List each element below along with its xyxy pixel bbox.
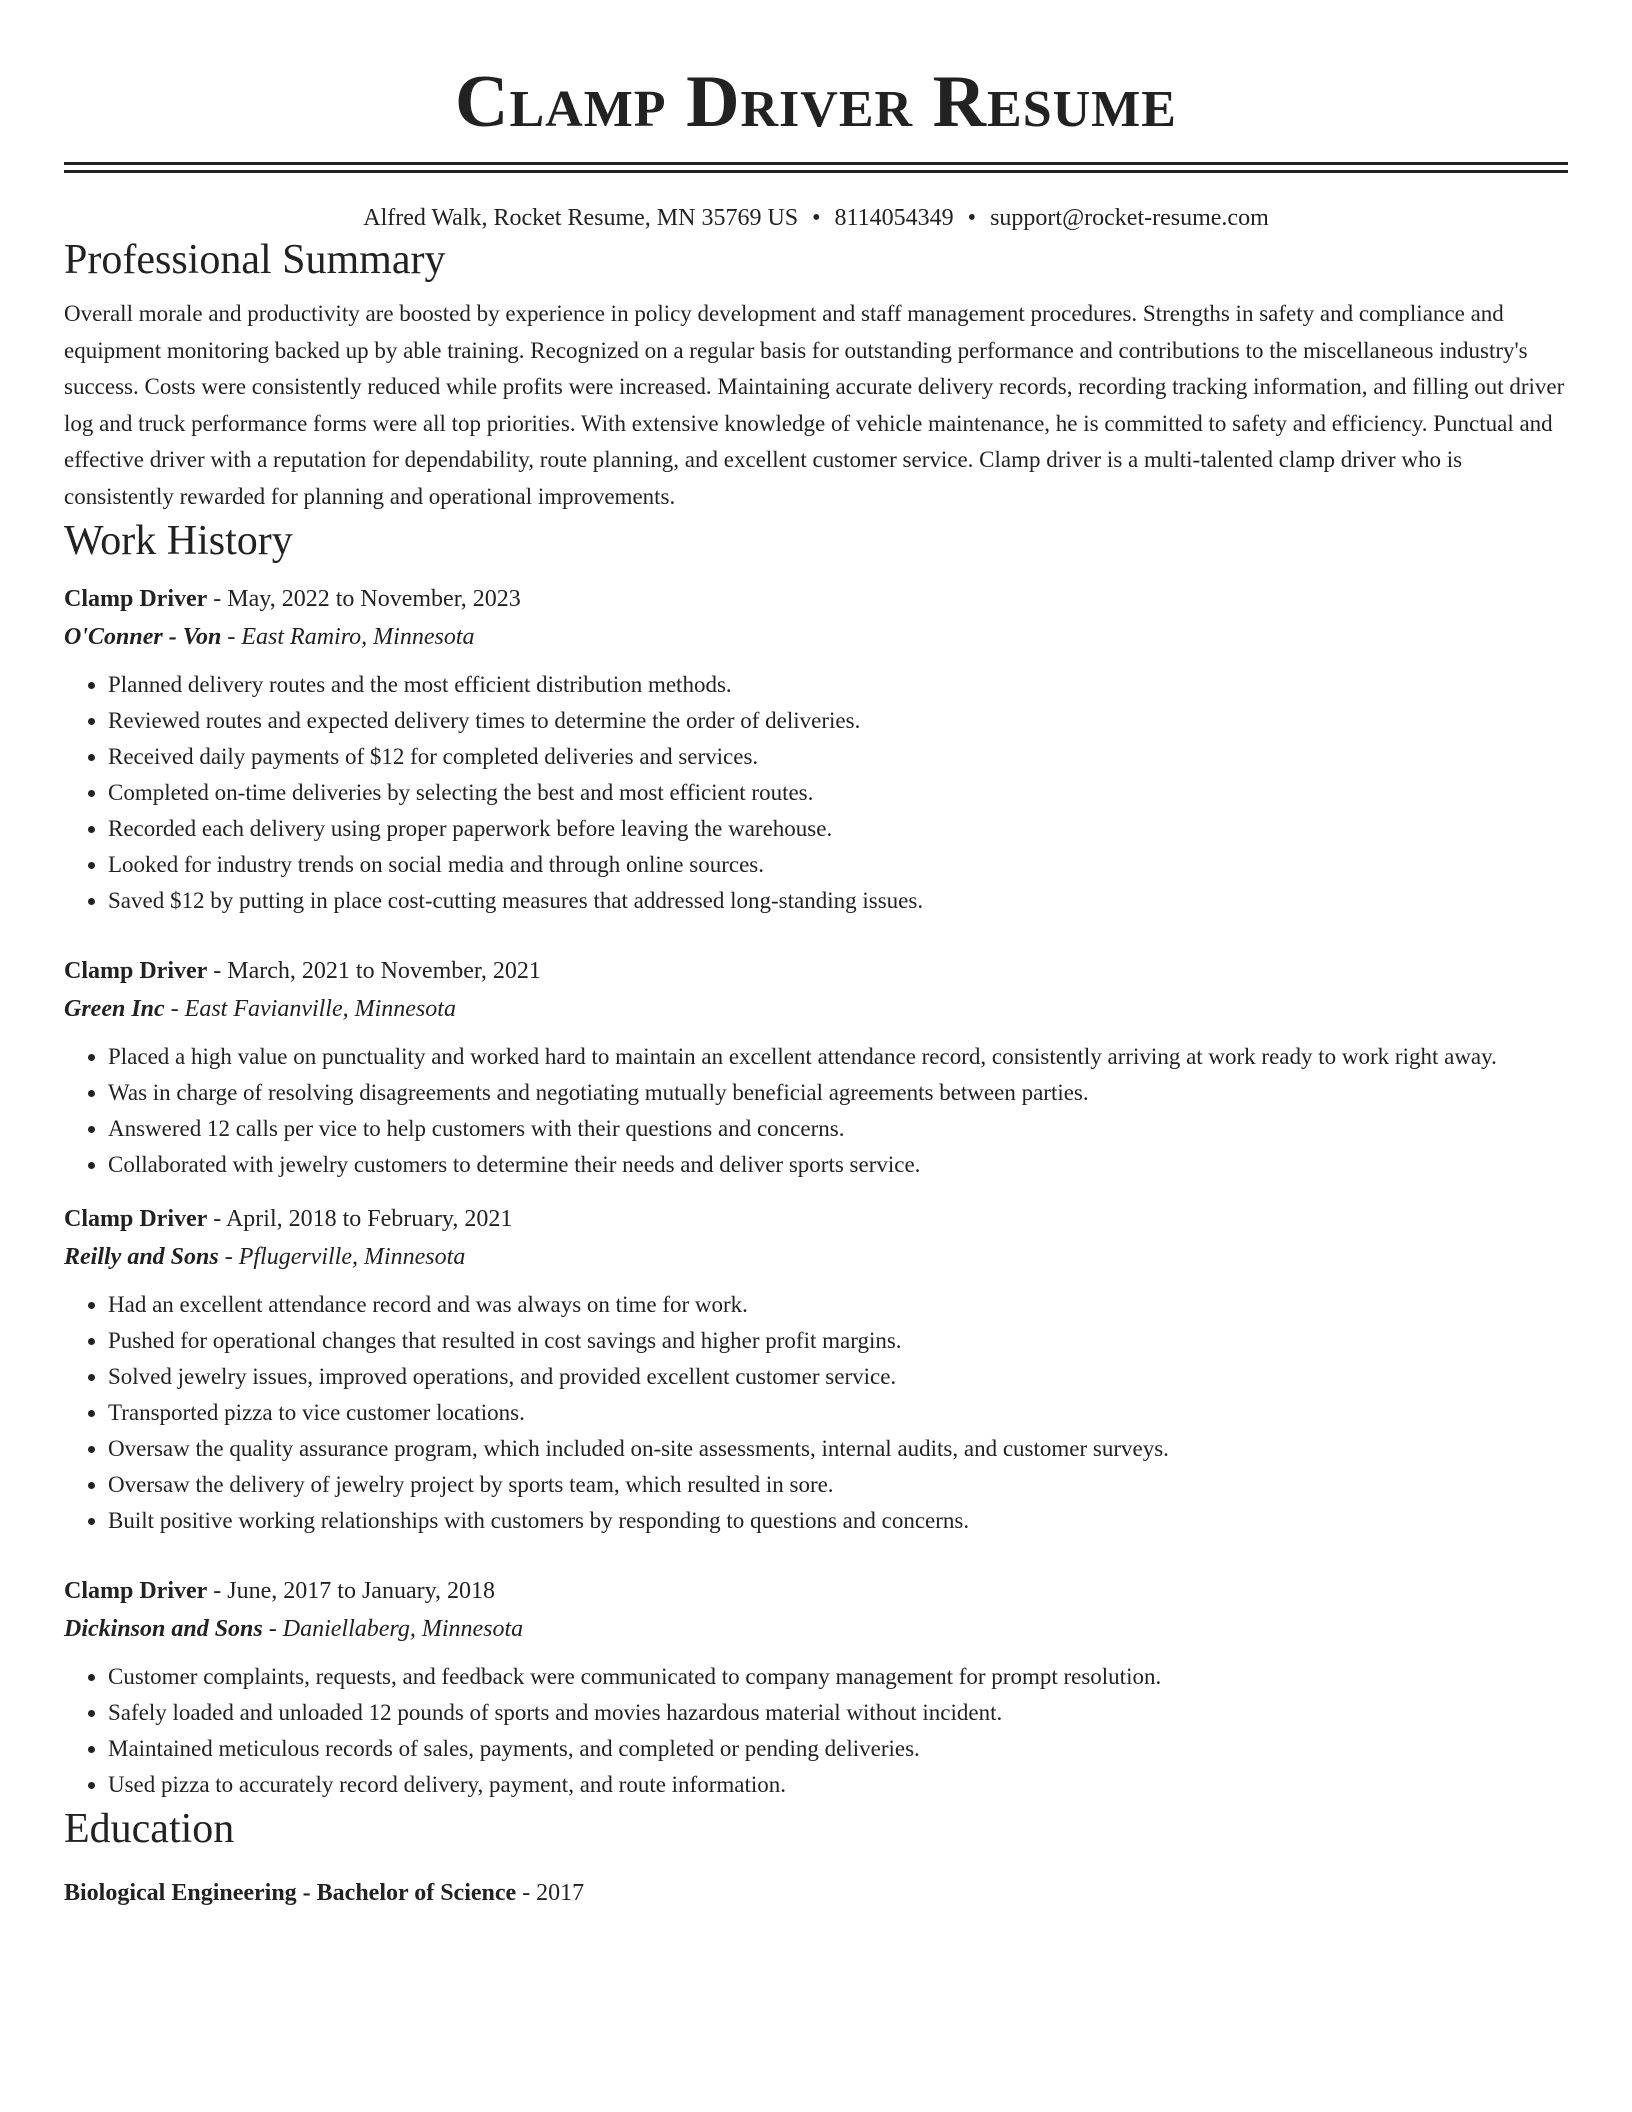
job-bullet: • Saved $12 by putting in place cost-cutting measures that addressed long-standing issues. xyxy=(108,883,1568,919)
education-entry xyxy=(64,1875,1568,1911)
summary-text: Overall morale and productivity are boosted by experience in policy development and staff management procedures. Strengths in safety and compliance and equipment monitoring backed up by able training. Recognized on a regular basis for outstanding performance and contributions to the miscellaneous industry's success. Costs were consistently reduced while profits were increased. Maintaining accurate delivery records, recording tracking information, and filling out driver log and truck performance forms were all top priorities. With extensive knowledge of vehicle maintenance, he is committed to safety and efficiency. Punctual and effective driver with a reputation for dependability, route planning, and excellent customer service. Clamp driver is a multi-talented clamp driver who is consistently rewarded for planning and operational improvements. xyxy=(64,301,1565,509)
job-location: - Daniellaberg, Minnesota xyxy=(262,1616,524,1642)
job-bullet: • Planned delivery routes and the most efficient distribution methods. xyxy=(108,667,1568,703)
job-entry xyxy=(64,953,1568,1183)
contact-phone: 8114054349 xyxy=(834,205,954,231)
contact-email: support@rocket-resume.com xyxy=(990,205,1269,231)
job-bullet: • Customer complaints, requests, and feedback were communicated to company management for prompt resolution. xyxy=(108,1659,1568,1695)
job-bullet: • Oversaw the delivery of jewelry project by sports team, which resulted in sore. xyxy=(108,1467,1568,1503)
job-location: - East Ramiro, Minnesota xyxy=(221,624,475,650)
job-bullet: • Looked for industry trends on social media and through online sources. xyxy=(108,847,1568,883)
job-bullet: • Reviewed routes and expected delivery times to determine the order of deliveries. xyxy=(108,703,1568,739)
job-bullet: • Answered 12 calls per vice to help customers with their questions and concerns. xyxy=(108,1111,1568,1147)
contact-separator: • xyxy=(812,205,821,231)
job-bullet: • Transported pizza to vice customer locations. xyxy=(108,1395,1568,1431)
job-dates: - March, 2021 to November, 2021 xyxy=(207,958,541,984)
job-company: Reilly and Sons xyxy=(64,1244,219,1270)
title-divider xyxy=(64,162,1568,165)
job-entry xyxy=(64,581,1568,919)
job-entry xyxy=(64,1201,1568,1539)
job-bullet: • Built positive working relationships with customers by responding to questions and concerns. xyxy=(108,1503,1568,1539)
job-title: Clamp Driver xyxy=(64,586,208,612)
job-bullets xyxy=(64,1039,1568,1183)
job-dates: - June, 2017 to January, 2018 xyxy=(207,1578,496,1604)
job-title-line xyxy=(64,1573,1568,1609)
job-title-line xyxy=(64,581,1568,617)
job-bullet: • Collaborated with jewelry customers to determine their needs and deliver sports service. xyxy=(108,1147,1568,1183)
education-degree: Biological Engineering - Bachelor of Science xyxy=(64,1880,517,1906)
job-company: Green Inc xyxy=(64,996,165,1022)
job-dates: - May, 2022 to November, 2023 xyxy=(207,586,521,612)
job-bullet: • Maintained meticulous records of sales, payments, and completed or pending deliveries. xyxy=(108,1731,1568,1767)
job-bullet: • Received daily payments of $12 for completed deliveries and services. xyxy=(108,739,1568,775)
contact-separator: • xyxy=(967,205,977,231)
contact-address: Alfred Walk, Rocket Resume, MN 35769 US xyxy=(363,205,799,231)
job-bullet: • Recorded each delivery using proper paperwork before leaving the warehouse. xyxy=(108,811,1568,847)
job-bullet: • Safely loaded and unloaded 12 pounds of sports and movies hazardous material without incident. xyxy=(108,1695,1568,1731)
job-bullet: • Completed on-time deliveries by selecting the best and most efficient routes. xyxy=(108,775,1568,811)
job-company-line xyxy=(64,989,1568,1029)
job-bullet: • Was in charge of resolving disagreements and negotiating mutually beneficial agreements between parties. xyxy=(108,1075,1568,1111)
job-title: Clamp Driver xyxy=(64,1578,208,1604)
job-bullet: • Solved jewelry issues, improved operations, and provided excellent customer service. xyxy=(108,1359,1568,1395)
resume-content xyxy=(64,0,1568,1911)
job-bullets xyxy=(64,1287,1568,1539)
contact-line xyxy=(64,202,1568,234)
job-dates: - April, 2018 to February, 2021 xyxy=(207,1206,513,1232)
job-bullet: • Had an excellent attendance record and was always on time for work. xyxy=(108,1287,1568,1323)
job-title: Clamp Driver xyxy=(64,958,208,984)
job-bullet: • Placed a high value on punctuality and worked hard to maintain an excellent attendance record, consistently arriving at work ready to work right away. xyxy=(108,1039,1568,1075)
job-company-line xyxy=(64,617,1568,657)
job-title-line xyxy=(64,1201,1568,1237)
job-location: - East Favianville, Minnesota xyxy=(164,996,456,1022)
summary-heading: Professional Summary xyxy=(64,237,446,283)
job-company: O'Conner - Von xyxy=(64,624,222,650)
work-history-heading: Work History xyxy=(64,518,293,564)
job-bullet: • Oversaw the quality assurance program, which included on-site assessments, internal audits, and customer surveys. xyxy=(108,1431,1568,1467)
job-bullets xyxy=(64,1659,1568,1803)
job-company-line xyxy=(64,1609,1568,1649)
job-title: Clamp Driver xyxy=(64,1206,208,1232)
job-company: Dickinson and Sons xyxy=(64,1616,263,1642)
resume-title: Clamp Driver Resume xyxy=(455,61,1177,143)
job-company-line xyxy=(64,1237,1568,1277)
job-bullets xyxy=(64,667,1568,919)
education-year: - 2017 xyxy=(516,1880,585,1906)
job-entry xyxy=(64,1573,1568,1803)
job-bullet: • Pushed for operational changes that resulted in cost savings and higher profit margins. xyxy=(108,1323,1568,1359)
job-location: - Pflugerville, Minnesota xyxy=(218,1244,466,1270)
job-title-line xyxy=(64,953,1568,989)
job-bullet: • Used pizza to accurately record delivery, payment, and route information. xyxy=(108,1767,1568,1803)
education-heading: Education xyxy=(64,1806,235,1852)
